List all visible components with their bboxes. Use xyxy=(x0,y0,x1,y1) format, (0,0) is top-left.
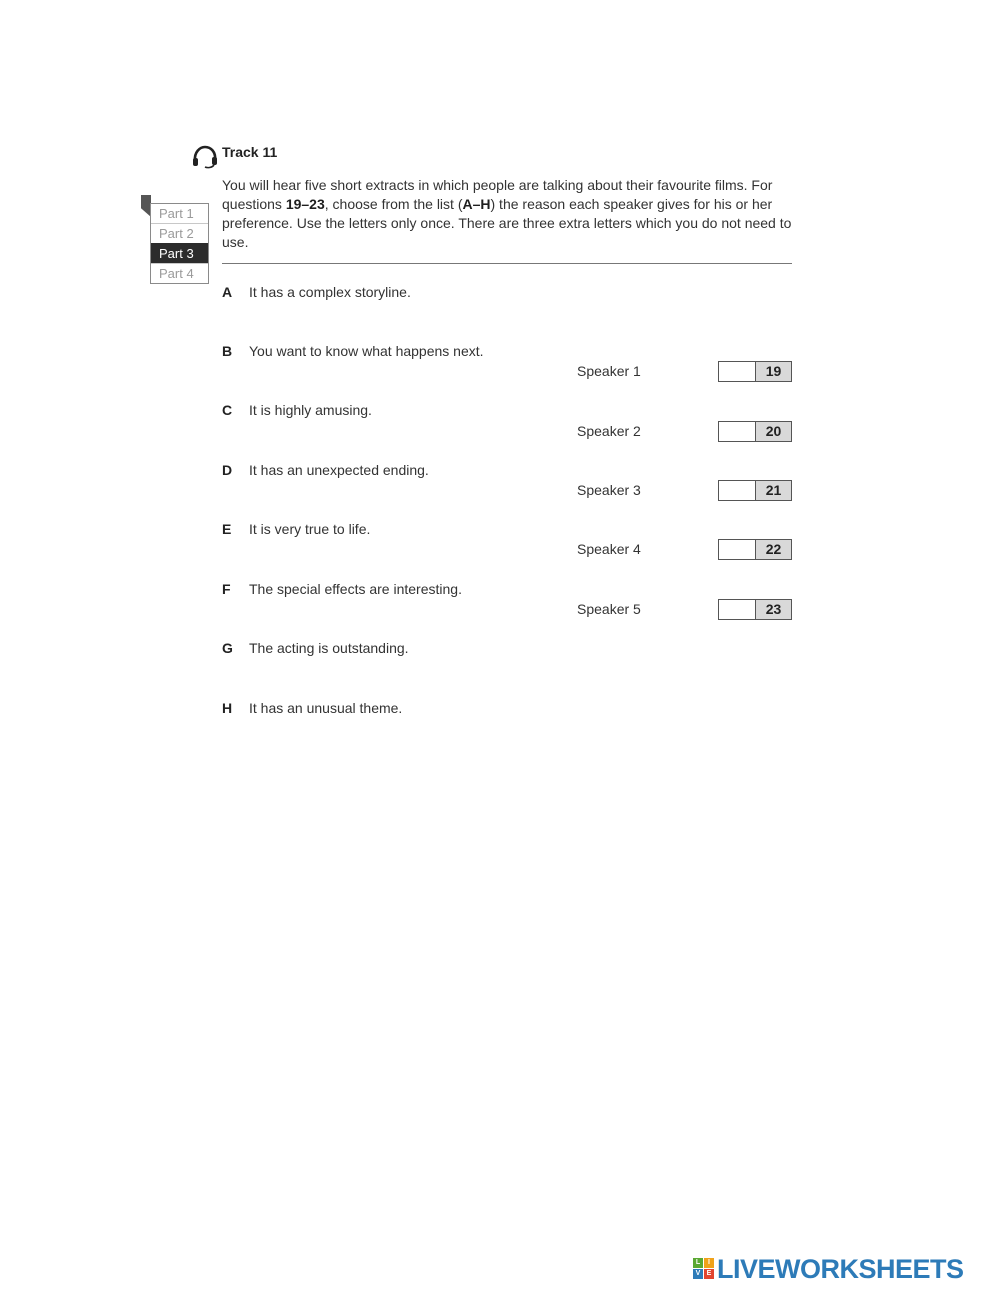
question-number: 19 xyxy=(755,362,791,381)
tab-part-3[interactable]: Part 3 xyxy=(151,243,208,263)
option-d: D It has an unexpected ending. xyxy=(222,462,429,478)
option-e: E It is very true to life. xyxy=(222,521,371,537)
option-a: A It has a complex storyline. xyxy=(222,284,411,300)
tab-part-1[interactable]: Part 1 xyxy=(159,206,194,221)
speaker-4-label: Speaker 4 xyxy=(577,541,641,557)
answer-box-19[interactable] xyxy=(718,361,792,382)
speaker-5-label: Speaker 5 xyxy=(577,601,641,617)
option-b: B You want to know what happens next. xyxy=(222,343,484,359)
divider xyxy=(222,263,792,264)
answer-box-23[interactable] xyxy=(718,599,792,620)
question-number: 22 xyxy=(755,540,791,559)
logo-mark-icon: L I V E xyxy=(693,1258,715,1280)
track-title: Track 11 xyxy=(222,144,278,160)
option-f: F The special effects are interesting. xyxy=(222,581,462,597)
answer-box-20[interactable] xyxy=(718,421,792,442)
part-tabs xyxy=(150,203,209,284)
question-number: 23 xyxy=(755,600,791,619)
option-c: C It is highly amusing. xyxy=(222,402,372,418)
speaker-1-label: Speaker 1 xyxy=(577,363,641,379)
tab-part-2[interactable]: Part 2 xyxy=(151,223,208,243)
question-number: 21 xyxy=(755,481,791,500)
answer-box-22[interactable] xyxy=(718,539,792,560)
question-number: 20 xyxy=(755,422,791,441)
headphones-icon xyxy=(192,143,218,169)
speaker-2-label: Speaker 2 xyxy=(577,423,641,439)
answer-box-21[interactable] xyxy=(718,480,792,501)
option-g: G The acting is outstanding. xyxy=(222,640,409,656)
option-h: H It has an unusual theme. xyxy=(222,700,403,716)
instructions-text: You will hear five short extracts in which people are talking about their favourite films. For questions 19–23, choose from the list (A–H) the reason each speaker gives for his or her preference. Use the letters only once. There are three extra letters which you do not need to use. xyxy=(222,177,792,250)
tab-part-4[interactable]: Part 4 xyxy=(151,263,208,283)
speaker-3-label: Speaker 3 xyxy=(577,482,641,498)
logo-text: LIVEWORKSHEETS xyxy=(717,1254,964,1284)
